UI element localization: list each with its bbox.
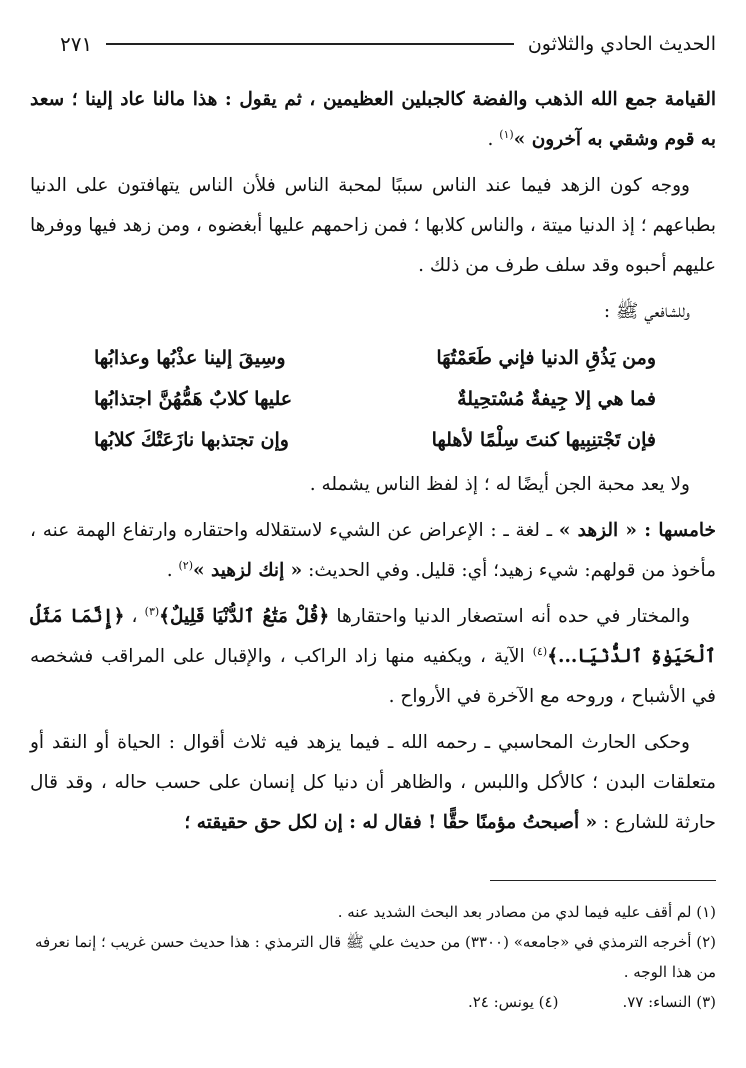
- page-number: ٢٧١: [60, 32, 93, 56]
- footnote-2: (٢) أخرجه الترمذي في «جامعه» (٣٣٠٠) من حديث علي ﷺ قال الترمذي : هذا حديث حسن غريب ؛ إنما نعرفه من هذا الوجه .: [35, 933, 716, 981]
- paragraph-4: ولا يعد محبة الجن أيضًا له ؛ إذ لفظ الناس يشمله .: [309, 474, 690, 495]
- verse-first-hemistich: ومن يَذُقِ الدنيا فإني طَعَمْتُهَا: [436, 347, 656, 369]
- running-title: الحديث الحادي والثلاثون: [527, 33, 716, 55]
- verse-second-hemistich: وسِيقَ إلينا عذْبُها وعذابُها: [94, 347, 286, 369]
- paragraph-1: القيامة جمع الله الذهب والفضة كالجبلين العظيمين ، ثم يقول : هذا مالنا عاد إلينا ؛ سعد به قوم وشقي به آخرون »$^{(١)}$ .: [30, 89, 716, 150]
- poem-verse: [30, 338, 716, 379]
- paragraph-3: وللشافعي ﷺ :: [603, 301, 690, 322]
- paragraph-5: خامسها : « الزهد » ـ لغة ـ : الإعراض عن الشيء لاستقلاله واحتقاره وارتفاع الهمة عنه ، مأخوذ من قولهم: شيء زهيد؛ أي: قليل. وفي الحديث: « إنك لزهيد »$^{(٢)}$ .: [30, 520, 716, 581]
- footnote-ref-3: (٣): [144, 604, 160, 618]
- main-text: [30, 80, 716, 849]
- verse-second-hemistich: عليها كلابٌ هَمُّهُنَّ اجتذابُها: [94, 388, 293, 410]
- footnote-row-3-4: [30, 987, 716, 1017]
- verse-second-hemistich: وإن تجتذبها نازَعَتْكَ كلابُها: [94, 429, 289, 451]
- header-rule: [106, 43, 514, 45]
- verse-first-hemistich: فما هي إلا جِيفةٌ مُسْتحِيلةٌ: [457, 388, 656, 410]
- section-heading-zuhd: خامسها : « الزهد »: [558, 520, 716, 541]
- footnote-3: (٣) النساء: ٧٧.: [622, 993, 716, 1011]
- footnote-separator: [490, 880, 716, 881]
- page-header: [60, 28, 716, 60]
- footnote-ref-2: (٢): [178, 558, 193, 572]
- paragraph-6: والمختار في حده أنه استصغار الدنيا واحتقارها ﴿قُلْ مَتَٰعُ ٱلدُّنْيَا قَلِيلٌ﴾$^{(٣)}$ ، ﴿إِنَّمَا مَثَلُ ٱلْحَيَوٰةِ ٱلدُّنْيَا...﴾$^{(٤)}$ الآية ، ويكفيه منها زاد الراكب ، والإقبال على المراقب فشخصه في الأشباح ، وروحه مع الآخرة في الأرواح .: [30, 604, 716, 707]
- footnote-1: (١) لم أقف عليه فيما لدي من مصادر بعد البحث الشديد عنه .: [337, 903, 716, 921]
- paragraph-7: وحكى الحارث المحاسبي ـ رحمه الله ـ فيما يزهد فيه ثلاث أقوال : الحياة أو النقد أو متعلقات البدن ؛ كالأكل واللبس ، والظاهر أن دنيا كل إنسان على حسب حاله ، وقد قال حارثة للشارع : « أصبحتُ مؤمنًا حقًّا ! فقال له : إن لكل حق حقيقته ؛: [30, 732, 716, 833]
- poem-verse: [30, 379, 716, 420]
- hadith-haritha: « أصبحتُ مؤمنًا حقًّا ! فقال له : إن لكل حق حقيقته ؛: [184, 812, 598, 833]
- quran-quote-2: ﴿إِنَّمَا مَثَلُ ٱلْحَيَوٰةِ ٱلدُّنْيَا...﴾: [30, 606, 716, 667]
- footnote-ref-4: (٤): [532, 644, 548, 658]
- verse-first-hemistich: فإن تَجْتنِبِيها كنتَ سِلْمًا لأهلها: [431, 429, 656, 451]
- hadith-continuation: القيامة جمع الله الذهب والفضة كالجبلين العظيمين ، ثم يقول : هذا مالنا عاد إلينا ؛ سعد به قوم وشقي به آخرون »: [30, 89, 716, 150]
- poem-verse: [30, 420, 716, 461]
- footnotes: [30, 897, 716, 1017]
- quran-quote-1: ﴿قُلْ مَتَٰعُ ٱلدُّنْيَا قَلِيلٌ﴾: [159, 606, 330, 627]
- paragraph-2: ووجه كون الزهد فيما عند الناس سببًا لمحبة الناس فلأن الناس يتهافتون على الدنيا بطباعهم ؛ إذ الدنيا ميتة ، والناس كلابها ؛ فمن زاحمهم عليها أبغضوه ، ومن زهد فيها ووفرها عليهم أحبوه وقد سلف طرف من ذلك .: [30, 175, 716, 276]
- footnote-ref-1: (١): [499, 127, 514, 141]
- poem: [30, 338, 716, 461]
- footnote-4: (٤) يونس: ٢٤.: [467, 993, 559, 1011]
